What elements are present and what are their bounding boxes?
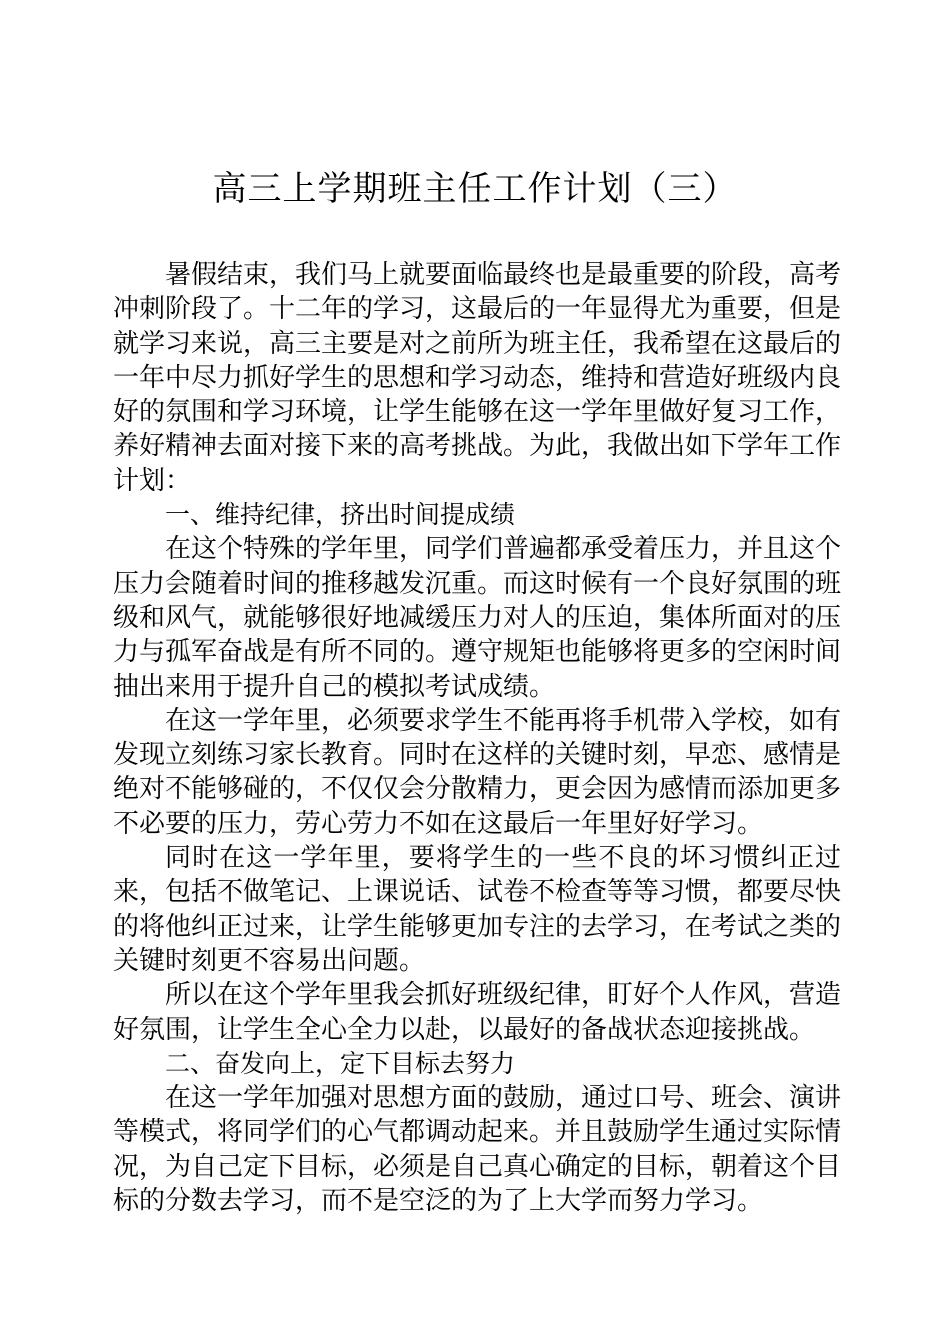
intro-paragraph: 暑假结束，我们马上就要面临最终也是最重要的阶段，高考冲刺阶段了。十二年的学习，这最后的一年显得尤为重要，但是就学习来说，高三主要是对之前所为班主任，我希望在这最后的一年中尽力抓好学生的思想和学习动态，维持和营造好班级内良好的氛围和学习环境，让学生能够在这一学年里做好复习工作，养好精神去面对接下来的高考挑战。为此，我做出如下学年工作计划： [113,260,842,496]
body-paragraph: 在这一学年加强对思想方面的鼓励，通过口号、班会、演讲等模式，将同学们的心气都调动起来。并且鼓励学生通过实际情况，为自己定下目标，必须是自己真心确定的目标，朝着这个目标的分数去学习，而不是空泛的为了上大学而努力学习。 [113,1083,842,1217]
body-paragraph: 在这个特殊的学年里，同学们普遍都承受着压力，并且这个压力会随着时间的推移越发沉重。而这时候有一个良好氛围的班级和风气，就能够很好地减缓压力对人的压迫，集体所面对的压力与孤军奋战是有所不同的。遵守规矩也能够将更多的空闲时间抽出来用于提升自己的模拟考试成绩。 [113,534,842,702]
section-heading-1: 一、维持纪律，挤出时间提成绩 [165,500,516,530]
body-paragraph: 同时在这一学年里，要将学生的一些不良的坏习惯纠正过来，包括不做笔记、上课说话、试卷不检查等等习惯，都要尽快的将他纠正过来，让学生能够更加专注的去学习，在考试之类的关键时刻更不容易出问题。 [113,843,842,976]
body-paragraph: 所以在这个学年里我会抓好班级纪律，盯好个人作风，营造好氛围，让学生全心全力以赴，以最好的备战状态迎接挑战。 [113,980,842,1045]
body-paragraph: 在这一学年里，必须要求学生不能再将手机带入学校，如有发现立刻练习家长教育。同时在这样的关键时刻，早恋、感情是绝对不能够碰的，不仅仅会分散精力，更会因为感情而添加更多不必要的压力，劳心劳力不如在这最后一年里好好学习。 [113,705,842,839]
section-heading-2: 二、奋发向上，定下目标去努力 [165,1048,516,1078]
document-body [113,258,841,1218]
document-title: 高三上学期班主任工作计划（三） [212,169,738,209]
